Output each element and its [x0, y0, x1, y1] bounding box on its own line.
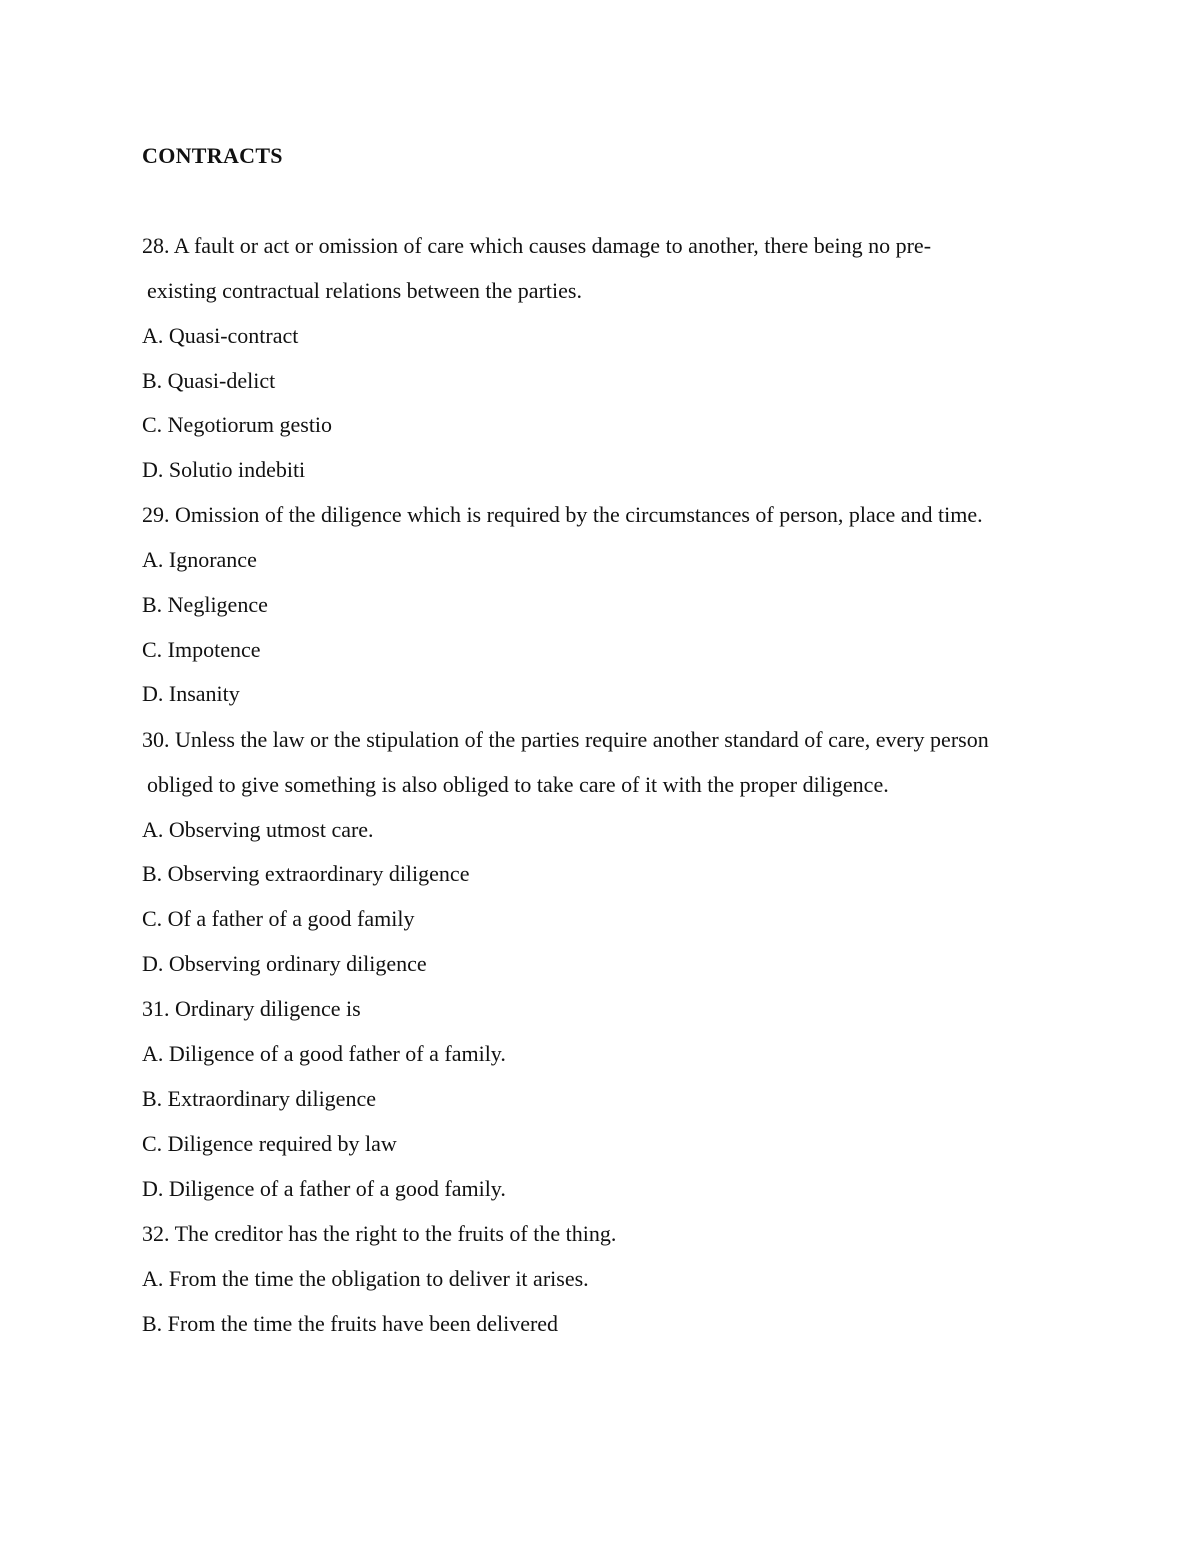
question-28-text-continued: existing contractual relations between the parties.	[147, 278, 582, 303]
q28-option-d: D. Solutio indebiti	[142, 457, 306, 482]
question-30-text-continued: obliged to give something is also obliged to take care of it with the proper diligence.	[147, 772, 889, 797]
q28-option-c: C. Negotiorum gestio	[142, 412, 333, 437]
question-32-text: 32. The creditor has the right to the fruits of the thing.	[142, 1221, 617, 1246]
q31-option-b: B. Extraordinary diligence	[142, 1086, 376, 1111]
question-29-text: 29. Omission of the diligence which is required by the circumstances of person, place and time.	[142, 502, 983, 527]
document-heading: CONTRACTS	[142, 143, 283, 168]
q30-option-b: B. Observing extraordinary diligence	[142, 861, 470, 886]
q29-option-a: A. Ignorance	[142, 547, 257, 572]
question-31-text: 31. Ordinary diligence is	[142, 996, 361, 1021]
q30-option-d: D. Observing ordinary diligence	[142, 951, 427, 976]
q29-option-c: C. Impotence	[142, 637, 261, 662]
q31-option-a: A. Diligence of a good father of a family.	[142, 1041, 506, 1066]
q30-option-a: A. Observing utmost care.	[142, 817, 374, 842]
q30-option-c: C. Of a father of a good family	[142, 906, 415, 931]
q28-option-b: B. Quasi-delict	[142, 368, 276, 393]
q31-option-c: C. Diligence required by law	[142, 1131, 397, 1156]
q31-option-d: D. Diligence of a father of a good family.	[142, 1176, 506, 1201]
question-28-text: 28. A fault or act or omission of care which causes damage to another, there being no pre-	[142, 233, 932, 258]
q29-option-d: D. Insanity	[142, 681, 240, 706]
q32-option-b: B. From the time the fruits have been delivered	[142, 1311, 559, 1336]
q32-option-a: A. From the time the obligation to deliver it arises.	[142, 1266, 589, 1291]
q29-option-b: B. Negligence	[142, 592, 268, 617]
q28-option-a: A. Quasi-contract	[142, 323, 299, 348]
question-30-text: 30. Unless the law or the stipulation of the parties require another standard of care, every person	[142, 727, 989, 752]
